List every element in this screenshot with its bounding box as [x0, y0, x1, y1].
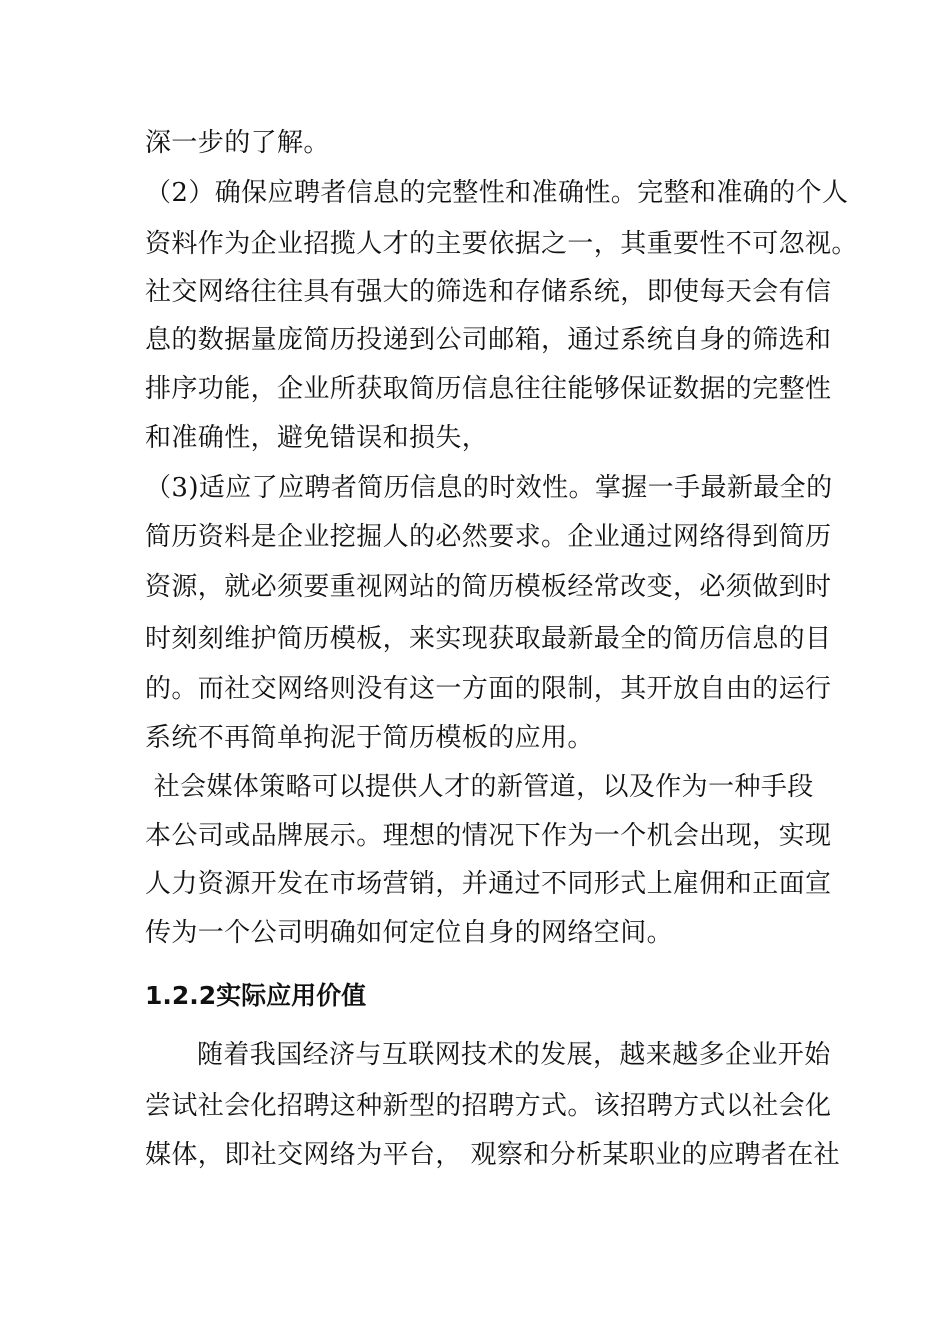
body-line: 简历资料是企业挖掘人的必然要求。企业通过网络得到简历: [145, 522, 832, 552]
body-line: 传为一个公司明确如何定位自身的网络空间。: [145, 918, 674, 948]
section-heading: 1.2.2实际应用价值: [145, 981, 367, 1010]
body-line: 的。而社交网络则没有这一方面的限制，其开放自由的运行: [145, 674, 832, 704]
body-line: 资源，就必须要重视网站的简历模板经常改变，必须做到时: [145, 572, 832, 602]
body-line: 系统不再简单拘泥于简历模板的应用。: [145, 723, 594, 753]
body-line: 社交网络往往具有强大的筛选和存储系统，即使每天会有信: [145, 277, 832, 307]
body-line: 尝试社会化招聘这种新型的招聘方式。该招聘方式以社会化: [145, 1091, 832, 1121]
body-line: 时刻刻维护简历模板，来实现获取最新最全的简历信息的目: [145, 624, 832, 654]
body-line: 本公司或品牌展示。理想的情况下作为一个机会出现，实现: [145, 821, 832, 851]
body-line: （2）确保应聘者信息的完整性和准确性。完整和准确的个人: [145, 178, 849, 208]
body-line: 社会媒体策略可以提供人才的新管道，以及作为一种手段: [145, 772, 814, 802]
body-line: 和准确性，避免错误和损失，: [145, 423, 489, 453]
body-line: 人力资源开发在市场营销，并通过不同形式上雇佣和正面宣: [145, 869, 832, 899]
body-line: 深一步的了解。: [145, 128, 330, 158]
body-line: 排序功能，企业所获取简历信息往往能够保证数据的完整性: [145, 374, 832, 404]
body-line: 媒体，即社交网络为平台， 观察和分析某职业的应聘者在社: [145, 1140, 841, 1170]
body-line: 资料作为企业招揽人才的主要依据之一，其重要性不可忽视。: [145, 229, 858, 259]
body-line: 随着我国经济与互联网技术的发展，越来越多企业开始: [197, 1040, 831, 1070]
body-line: 息的数据量庞简历投递到公司邮箱，通过系统自身的筛选和: [145, 325, 832, 355]
body-line: （3)适应了应聘者简历信息的时效性。掌握一手最新最全的: [145, 473, 833, 503]
